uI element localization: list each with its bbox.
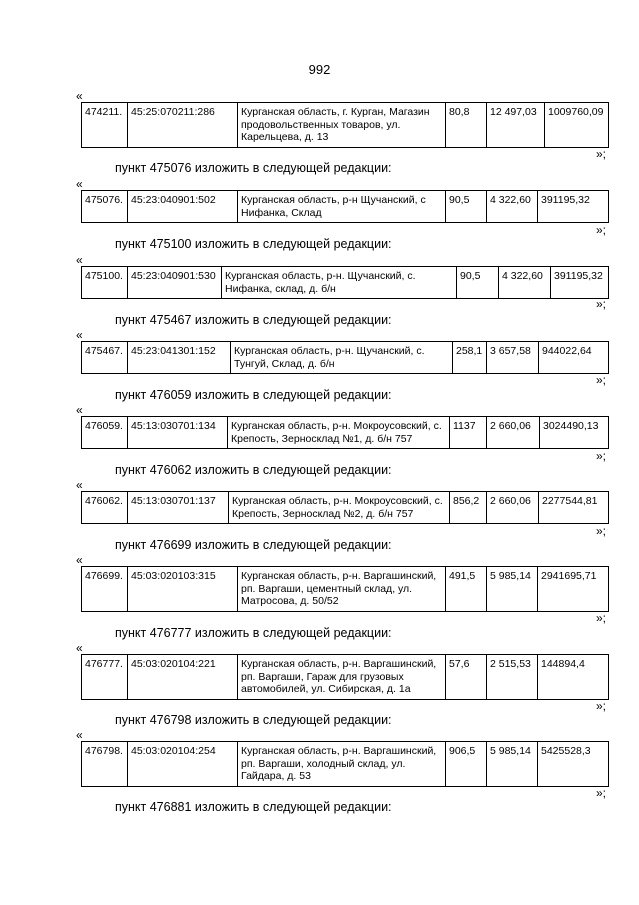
table-row [81, 341, 609, 374]
close-quote: »; [596, 524, 607, 538]
area: 906,5 [446, 742, 487, 787]
property-description: Курганская область, р-н. Мокроусовский, с. Крепость, Зерносклад №2, д. б/н 757 [229, 492, 450, 524]
page-number: 992 [308, 62, 331, 77]
total: 2277544,81 [539, 492, 609, 524]
area: 90,5 [457, 267, 499, 299]
close-quote: »; [596, 223, 607, 237]
rate: 5 985,14 [487, 567, 538, 612]
open-quote: « [76, 728, 83, 742]
property-description: Курганская область, р-н. Мокроусовский, с. Крепость, Зерносклад №1, д. б/н 757 [228, 417, 450, 449]
rate: 2 660,06 [487, 492, 539, 524]
row-number: 476062. [82, 492, 128, 524]
table-row [81, 491, 609, 524]
rate: 4 322,60 [487, 191, 538, 223]
cadastral-number: 45:13:030701:137 [128, 492, 229, 524]
open-quote: « [76, 253, 83, 267]
table-row [81, 654, 609, 700]
open-quote: « [76, 641, 83, 655]
paragraph: пункт 475100 изложить в следующей редакции: [115, 237, 392, 251]
paragraph: пункт 476699 изложить в следующей редакции: [115, 538, 392, 552]
area: 57,6 [446, 655, 487, 700]
property-description: Курганская область, р-н Щучанский, с Нифанка, Склад [238, 191, 446, 223]
area: 1137 [450, 417, 487, 449]
area: 856,2 [450, 492, 487, 524]
cadastral-number: 45:23:040901:530 [128, 267, 222, 299]
table-row [81, 266, 609, 299]
property-description: Курганская область, р-н. Варгашинский, рп. Варгаши, цементный склад, ул. Матросова, д. 50/52 [238, 567, 446, 612]
cadastral-number: 45:13:030701:134 [128, 417, 228, 449]
rate: 5 985,14 [487, 742, 538, 787]
total: 144894,4 [538, 655, 609, 700]
row-number: 476798. [82, 742, 128, 787]
total: 391195,32 [551, 267, 609, 299]
rate: 4 322,60 [499, 267, 551, 299]
table-row [81, 741, 609, 787]
open-quote: « [76, 553, 83, 567]
area: 90,5 [446, 191, 487, 223]
table-row [81, 566, 609, 612]
row-number: 476059. [82, 417, 128, 449]
rate: 3 657,58 [487, 342, 539, 374]
total: 3024490,13 [540, 417, 609, 449]
total: 944022,64 [539, 342, 609, 374]
total: 5425528,3 [538, 742, 609, 787]
total: 1009760,09 [545, 103, 609, 148]
paragraph: пункт 476059 изложить в следующей редакции: [115, 388, 392, 402]
area: 80,8 [446, 103, 487, 148]
property-description: Курганская область, р-н. Варгашинский, рп. Варгаши, холодный склад, ул. Гайдара, д. 53 [238, 742, 446, 787]
row-number: 475076. [82, 191, 128, 223]
row-number: 475100. [82, 267, 128, 299]
paragraph: пункт 476777 изложить в следующей редакции: [115, 626, 392, 640]
open-quote: « [76, 328, 83, 342]
row-number: 476777. [82, 655, 128, 700]
paragraph: пункт 476062 изложить в следующей редакции: [115, 463, 392, 477]
cadastral-number: 45:03:020103:315 [128, 567, 238, 612]
paragraph: пункт 475467 изложить в следующей редакции: [115, 313, 392, 327]
total: 391195,32 [538, 191, 609, 223]
row-number: 475467. [82, 342, 128, 374]
close-quote: »; [596, 373, 607, 387]
property-description: Курганская область, р-н. Щучанский, с. Тунгуй, Склад, д. б/н [231, 342, 453, 374]
cadastral-number: 45:23:041301:152 [128, 342, 231, 374]
table-row [81, 416, 609, 449]
area: 258,1 [453, 342, 487, 374]
close-quote: »; [596, 147, 607, 161]
paragraph: пункт 476798 изложить в следующей редакции: [115, 713, 392, 727]
rate: 2 515,53 [487, 655, 538, 700]
row-number: 474211. [82, 103, 128, 148]
table-row [81, 190, 609, 223]
rate: 2 660,06 [487, 417, 540, 449]
rate: 12 497,03 [487, 103, 545, 148]
open-quote: « [76, 89, 83, 103]
area: 491,5 [446, 567, 487, 612]
cadastral-number: 45:03:020104:221 [128, 655, 238, 700]
close-quote: »; [596, 786, 607, 800]
close-quote: »; [596, 297, 607, 311]
cadastral-number: 45:25:070211:286 [128, 103, 238, 148]
row-number: 476699. [82, 567, 128, 612]
open-quote: « [76, 177, 83, 191]
open-quote: « [76, 403, 83, 417]
paragraph: пункт 476881 изложить в следующей редакции: [115, 800, 392, 814]
open-quote: « [76, 478, 83, 492]
property-description: Курганская область, р-н. Щучанский, с. Нифанка, склад, д. б/н [222, 267, 457, 299]
property-description: Курганская область, р-н. Варгашинский, рп. Варгаши, Гараж для грузовых автомобилей, ул. Сибирская, д. 1а [238, 655, 446, 700]
table-row [81, 102, 609, 148]
paragraph: пункт 475076 изложить в следующей редакции: [115, 161, 392, 175]
cadastral-number: 45:23:040901:502 [128, 191, 238, 223]
close-quote: »; [596, 699, 607, 713]
total: 2941695,71 [538, 567, 609, 612]
close-quote: »; [596, 449, 607, 463]
close-quote: »; [596, 611, 607, 625]
cadastral-number: 45:03:020104:254 [128, 742, 238, 787]
property-description: Курганская область, г. Курган, Магазин продовольственных товаров, ул. Карельцева, д. 13 [238, 103, 446, 148]
